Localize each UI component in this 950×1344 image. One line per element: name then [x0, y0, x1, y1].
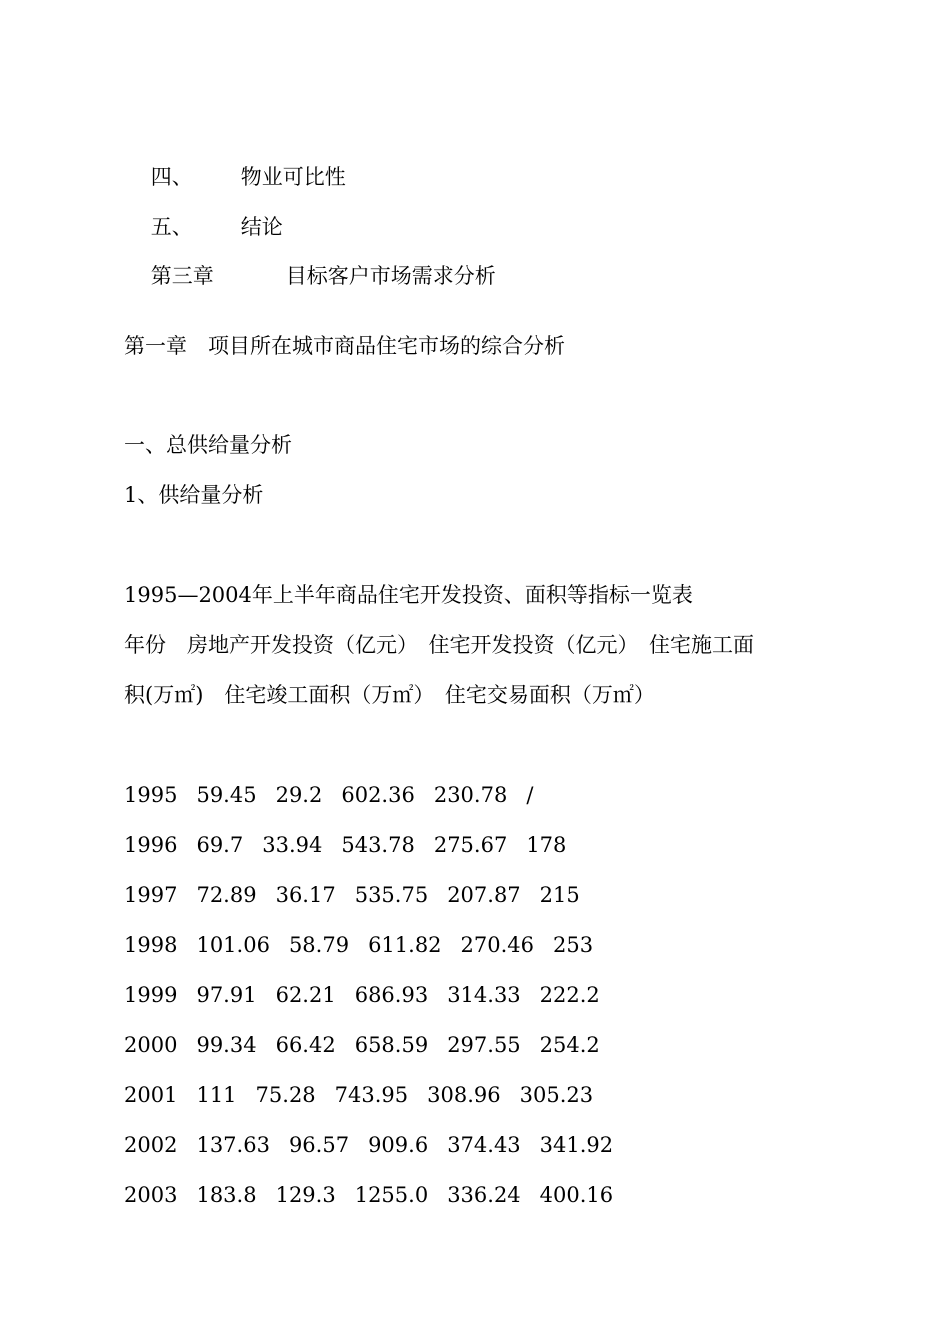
table-cell: 535.75 — [354, 883, 429, 907]
table-cell: 137.63 — [196, 1133, 270, 1157]
table-cell: 1996 — [124, 833, 178, 857]
table-cell: 336.24 — [447, 1183, 521, 1207]
table-cell: 59.45 — [196, 783, 257, 807]
table-cell: 66.42 — [275, 1033, 336, 1057]
table-cell: 743.95 — [334, 1083, 409, 1107]
table-cell: 2000 — [124, 1033, 178, 1057]
table-header-line-2: 积(万㎡) 住宅竣工面积（万㎡） 住宅交易面积（万㎡） — [124, 683, 655, 707]
table-cell: 611.82 — [368, 933, 442, 957]
table-cell: 1995 — [124, 783, 178, 807]
table-cell: 97.91 — [196, 983, 257, 1007]
table-cell: 308.96 — [427, 1083, 501, 1107]
table-cell: 314.33 — [447, 983, 521, 1007]
toc-item-number: 第三章 — [150, 264, 214, 288]
table-cell: 686.93 — [354, 983, 429, 1007]
table-cell: 62.21 — [275, 983, 336, 1007]
table-cell: 230.78 — [433, 783, 508, 807]
table-cell: 96.57 — [288, 1133, 350, 1157]
table-cell: 543.78 — [341, 833, 415, 857]
table-row — [124, 980, 600, 1010]
table-cell: 1997 — [124, 883, 178, 907]
toc-item-number: 四、 — [150, 165, 193, 189]
table-cell: 1999 — [124, 983, 178, 1007]
table-cell: 75.28 — [255, 1083, 316, 1107]
table-cell: 275.67 — [433, 833, 508, 857]
table-row — [124, 1080, 593, 1110]
table-cell: 602.36 — [341, 783, 415, 807]
table-cell: 2001 — [124, 1083, 178, 1107]
table-row — [124, 930, 593, 960]
table-cell: 909.6 — [368, 1133, 429, 1157]
toc-item-text: 物业可比性 — [240, 165, 346, 189]
table-cell: 297.55 — [447, 1033, 521, 1057]
toc-item-text: 目标客户市场需求分析 — [285, 264, 496, 288]
table-cell: 2003 — [124, 1183, 178, 1207]
toc-item-number: 五、 — [150, 215, 193, 239]
table-cell: 36.17 — [275, 883, 336, 907]
table-row — [124, 1180, 613, 1210]
table-title: 1995—2004年上半年商品住宅开发投资、面积等指标一览表 — [124, 583, 693, 607]
table-cell: 254.2 — [539, 1033, 600, 1057]
table-cell: 1998 — [124, 933, 178, 957]
table-cell: 207.87 — [447, 883, 521, 907]
table-row — [124, 830, 566, 860]
table-cell: 99.34 — [196, 1033, 257, 1057]
table-cell: 658.59 — [354, 1033, 429, 1057]
subsection-heading: 1、供给量分析 — [124, 483, 264, 507]
table-cell: 72.89 — [196, 883, 257, 907]
table-cell: 400.16 — [539, 1183, 614, 1207]
table-cell: / — [526, 783, 534, 807]
table-row — [124, 880, 580, 910]
table-cell: 222.2 — [539, 983, 600, 1007]
table-cell: 101.06 — [196, 933, 270, 957]
table-row — [124, 780, 533, 810]
table-cell: 29.2 — [275, 783, 323, 807]
section-heading: 一、总供给量分析 — [124, 433, 292, 457]
toc-item-chapter-3 — [124, 231, 496, 288]
toc-item-text: 结论 — [240, 215, 283, 239]
table-cell: 305.23 — [519, 1083, 594, 1107]
table-cell: 183.8 — [196, 1183, 257, 1207]
table-cell: 69.7 — [196, 833, 244, 857]
table-cell: 111 — [196, 1083, 237, 1107]
table-cell: 1255.0 — [354, 1183, 429, 1207]
table-cell: 178 — [526, 833, 567, 857]
table-cell: 253 — [553, 933, 594, 957]
table-cell: 374.43 — [447, 1133, 521, 1157]
table-cell: 270.46 — [460, 933, 535, 957]
table-row — [124, 1030, 600, 1060]
toc-item-5 — [124, 182, 283, 239]
table-cell: 58.79 — [288, 933, 350, 957]
table-cell: 2002 — [124, 1133, 178, 1157]
table-row — [124, 1130, 613, 1160]
table-cell: 129.3 — [275, 1183, 336, 1207]
table-cell: 341.92 — [539, 1133, 614, 1157]
toc-item-4 — [124, 132, 346, 189]
table-header-line-1: 年份 房地产开发投资（亿元） 住宅开发投资（亿元） 住宅施工面 — [124, 633, 754, 657]
table-cell: 215 — [539, 883, 580, 907]
table-cell: 33.94 — [262, 833, 323, 857]
chapter-heading: 第一章 项目所在城市商品住宅市场的综合分析 — [124, 334, 565, 358]
